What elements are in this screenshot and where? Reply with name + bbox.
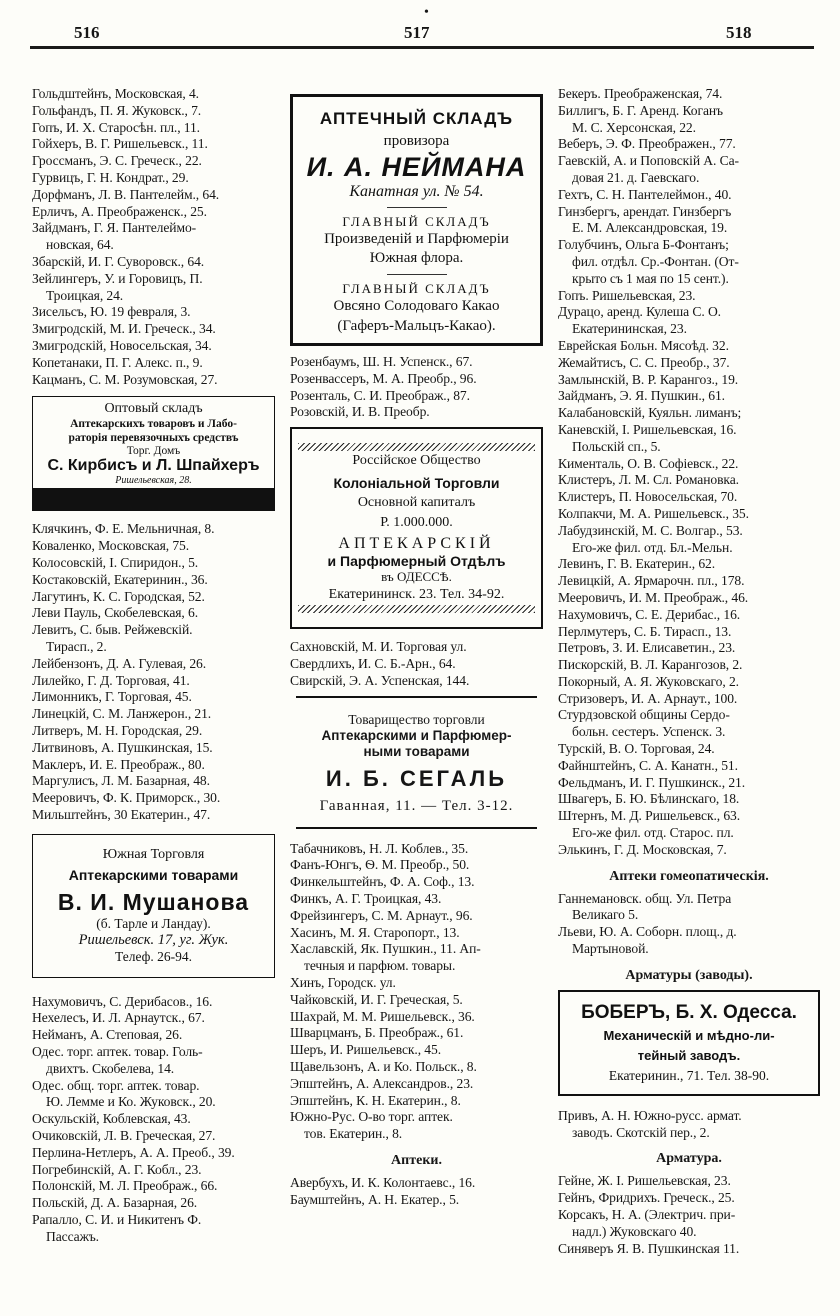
ad-line: Оптовый складъ [104, 401, 203, 417]
entry-list [290, 841, 543, 1143]
list-item: Файнштейнъ, С. А. Канатн., 51. [558, 757, 738, 773]
list-item: Элькинъ, Г. Д. Московская, 7. [558, 841, 727, 857]
list-item: Лимонникъ, Г. Торговая, 45. [32, 689, 192, 705]
ad-line: въ ОДЕССѢ. [381, 569, 452, 585]
list-item: фил. отдѣл. Ср.-Фонтан. (От- [572, 253, 739, 269]
list-item: заводъ. Скотскій пер., 2. [572, 1124, 710, 1140]
list-item: Гехтъ, С. Н. Пантелеймон., 40. [558, 186, 732, 202]
entry-list [558, 891, 820, 958]
list-item: Леви Пауль, Скобелевская, 6. [32, 605, 199, 621]
list-item: Синяверъ Я. В. Пушкинская 11. [558, 1240, 740, 1256]
list-item: Петровъ, З. И. Елисаветин., 23. [558, 640, 736, 656]
ad-line: Механическій и мѣдно-ли- [603, 1027, 775, 1043]
ad-line: Аптекарскихъ товаровъ и Лабо- [70, 418, 237, 431]
list-item: Погребинскій, А. Г. Кобл., 23. [32, 1161, 202, 1177]
list-item: больн. сестеръ. Успенск. 3. [572, 724, 726, 740]
ad-kirbis [32, 396, 275, 511]
list-item: Фанъ-Юнгъ, Ѳ. М. Преобр., 50. [290, 857, 470, 873]
list-item: Клистеръ, Л. М. Сл. Романовка. [558, 472, 739, 488]
list-item: Лагутинъ, К. С. Городская, 52. [32, 588, 205, 604]
ad-address: Екатеринин., 71. Тел. 38-90. [608, 1067, 770, 1083]
ad-rule [296, 827, 537, 829]
list-item: Гинзбергъ, арендат. Гинзбергъ [558, 203, 732, 219]
ad-address: Екатерининск. 23. Тел. 34-92. [328, 587, 505, 603]
list-item: Польскій сп., 5. [572, 438, 661, 454]
list-item: Турскій, В. О. Торговая, 24. [558, 741, 715, 757]
list-item: надл.) Жуковскаго 40. [572, 1223, 697, 1239]
list-item: Хаславскій, Як. Пушкин., 11. Ап- [290, 941, 481, 957]
list-item: Хинъ, Городск. ул. [290, 974, 396, 990]
page-number-center: 517 [404, 23, 430, 42]
list-item: Клячкинъ, Ф. Е. Мельничная, 8. [32, 521, 215, 537]
list-item: Змигродскій, Новосельская, 34. [32, 337, 212, 353]
list-item: течныя и парфюм. товары. [304, 958, 456, 974]
ad-name: И. Б. СЕГАЛЬ [325, 765, 508, 791]
list-item: Гольфандъ, П. Я. Жуковск., 7. [32, 102, 202, 118]
list-item: Розенвассеръ, М. А. Преобр., 96. [290, 370, 477, 386]
list-item: Е. М. Александровская, 19. [572, 220, 728, 236]
list-item: Его-же фил. отд. Старос. пл. [572, 825, 734, 841]
list-item: Зисельсъ, Ю. 19 февраля, 3. [32, 304, 191, 320]
ad-line: Россійское Общество [352, 453, 481, 469]
list-item: Нейманъ, А. Степовая, 26. [32, 1027, 183, 1043]
list-item: Эпштейнъ, К. Н. Екатерин., 8. [290, 1092, 461, 1108]
list-item: Мееровичъ, Ф. К. Приморск., 30. [32, 790, 221, 806]
ad-line: ными товарами [363, 743, 470, 759]
list-item: двихтъ. Скобелева, 14. [46, 1060, 175, 1076]
list-item: Розенталь, С. И. Преображ., 87. [290, 387, 470, 403]
list-item: Голубчинъ, Ольга Б-Фонтанъ; [558, 237, 729, 253]
list-item: Нахумовичъ, С. Е. Дерибас., 16. [558, 606, 741, 622]
entry-list [32, 86, 275, 388]
ad-bober [558, 990, 820, 1096]
list-item: Пискорскій, В. Л. Карангозов, 2. [558, 657, 743, 673]
ad-address: Ришельевская, 28. [115, 475, 192, 487]
list-item: Ю. Лемме и Ко. Жуковск., 20. [46, 1094, 216, 1110]
list-item: Гейнъ, Фридрихъ. Греческ., 25. [558, 1190, 735, 1206]
column-2 [290, 86, 543, 1209]
list-item: новская, 64. [46, 237, 114, 253]
list-item: Лейбензонъ, Д. А. Гулевая, 26. [32, 655, 207, 671]
list-item: Змигродскій, М. И. Греческ., 34. [32, 321, 216, 337]
list-item: Мильштейнъ, 30 Екатерин., 47. [32, 806, 211, 822]
list-item: Левицкій, А. Ярмарочн. пл., 178. [558, 573, 745, 589]
ad-address: Ришельевск. 17, уг. Жук. [78, 931, 229, 948]
list-item: Свирскій, Э. А. Успенская, 144. [290, 672, 470, 688]
list-item: Хасинъ, М. Я. Старопорт., 13. [290, 924, 460, 940]
ad-line: Овсяно Солодоваго Какао [333, 298, 500, 314]
ad-russian-society [290, 427, 543, 629]
ad-address: Канатная ул. № 54. [349, 183, 484, 200]
list-item: Корсакъ, Н. А. (Электрич. при- [558, 1207, 736, 1223]
list-item: Гаевскій, А. и Поповскій А. Са- [558, 153, 739, 169]
list-item: Покорный, А. Я. Жуковскаго, 2. [558, 673, 739, 689]
list-item: Коваленко, Московская, 75. [32, 538, 190, 554]
list-item: Еврейская Больн. Мясоѣд. 32. [558, 337, 729, 353]
entry-list [558, 86, 820, 859]
list-item: Костаковскій, Екатеринин., 36. [32, 571, 208, 587]
list-item: Троицкая, 24. [46, 287, 124, 303]
list-item: крыто съ 1 мая по 15 сент.). [572, 270, 729, 286]
list-item: Льеви, Ю. А. Соборн. площ., д. [558, 924, 737, 940]
list-item: Баумштейнъ, А. Н. Екатер., 5. [290, 1191, 460, 1207]
ad-line: Произведеній и Парфюмеріи [324, 231, 509, 247]
list-item: Дурацо, аренд. Кулеша С. О. [558, 304, 721, 320]
section-heading: Аптеки гомеопатическія. [609, 868, 769, 884]
list-item: Одес. торг. аптек. товар. Голь- [32, 1044, 203, 1060]
ad-border-pattern [298, 443, 535, 451]
ad-line: Торг. Домъ [126, 445, 181, 458]
list-item: Полонскій, М. Л. Преображ., 66. [32, 1178, 218, 1194]
list-item: Штернъ, М. Д. Ришельевск., 63. [558, 808, 741, 824]
page-number-right: 518 [726, 23, 752, 42]
page-dot: • [424, 5, 429, 20]
list-item: Рапалло, С. И. и Никитенъ Ф. [32, 1212, 202, 1228]
ad-line: ГЛАВНЫЙ СКЛАДЪ [342, 214, 491, 229]
ad-line: Аптекарскими товарами [68, 866, 239, 883]
ad-line: АПТЕЧНЫЙ СКЛАДЪ [319, 109, 514, 128]
ad-line: Р. 1.000.000. [380, 515, 453, 531]
list-item: Каневскій, І. Ришельевская, 16. [558, 421, 737, 437]
list-item: Оскульскій, Коблевская, 43. [32, 1111, 191, 1127]
list-item: Мартыновой. [572, 941, 649, 957]
ad-line: Основной капиталъ [357, 495, 476, 511]
list-item: Копетанаки, П. Г. Алекс. п., 9. [32, 354, 203, 370]
list-item: Зайдманъ, Э. Я. Пушкин., 61. [558, 388, 725, 404]
list-item: Гурвицъ, Г. Н. Кондрат., 29. [32, 169, 189, 185]
ad-mushanov [32, 834, 275, 978]
list-item: Збарскій, И. Г. Суворовск., 64. [32, 253, 205, 269]
entry-list [558, 1173, 820, 1257]
list-item: Пассажъ. [46, 1228, 99, 1244]
header-rule [30, 46, 814, 49]
list-item: Гейне, Ж. І. Ришельевская, 23. [558, 1173, 731, 1189]
list-item: тов. Екатерин., 8. [304, 1126, 403, 1142]
ad-border-pattern [298, 605, 535, 613]
ad-phone: Телеф. 26-94. [115, 948, 192, 964]
list-item: М. С. Херсонская, 22. [572, 119, 696, 135]
ad-line: Аптекарскими и Парфюмер- [321, 727, 512, 743]
list-item: Лабудзинскій, М. С. Волгар., 53. [558, 522, 743, 538]
ad-name: С. Кирбисъ и Л. Шпайхеръ [47, 457, 260, 475]
list-item: Табачниковъ, Н. Л. Коблев., 35. [290, 840, 469, 856]
list-item: Дорфманъ, Л. В. Пантелейм., 64. [32, 186, 220, 202]
ad-line: Южная Торговля [102, 846, 205, 862]
list-item: Зайдманъ, Г. Я. Пантелеймо- [32, 220, 197, 236]
list-item: Левинъ, Г. В. Екатерин., 62. [558, 556, 716, 572]
list-item: Чайковскій, И. Г. Греческая, 5. [290, 991, 463, 1007]
list-item: Бекеръ. Преображенская, 74. [558, 86, 723, 101]
list-item: Биллигъ, Б. Г. Аренд. Коганъ [558, 102, 723, 118]
list-item: Маклеръ, И. Е. Преображ., 80. [32, 756, 205, 772]
ad-segal [290, 696, 543, 829]
entry-list [290, 1175, 543, 1209]
ad-line: тейный заводъ. [637, 1047, 741, 1063]
ad-line: Южная флора. [369, 250, 464, 266]
section-heading: Арматуры (заводы). [625, 967, 753, 983]
list-item: Щавельзонъ, А. и Ко. Польск., 8. [290, 1058, 477, 1074]
column-3 [558, 86, 820, 1257]
column-1 [32, 86, 275, 1246]
list-item: Калабановскій, Куяльн. лиманъ; [558, 405, 742, 421]
list-item: Тирасп., 2. [46, 638, 107, 654]
list-item: Гопъ, И. Х. Старосѣн. пл., 11. [32, 119, 200, 135]
entry-list [290, 354, 543, 421]
list-item: Екатерининская, 23. [572, 321, 687, 337]
list-item: Мееровичъ, И. М. Преображ., 46. [558, 589, 749, 605]
ad-line: провизора [383, 133, 450, 149]
list-item: Привъ, А. Н. Южно-русс. армат. [558, 1107, 742, 1123]
list-item: Шварцманъ, Б. Преображ., 61. [290, 1025, 464, 1041]
list-item: Гроссманъ, Э. С. Греческ., 22. [32, 153, 202, 169]
list-item: Гопъ. Ришельевская, 23. [558, 287, 696, 303]
entry-list [32, 994, 275, 1246]
ad-line: ГЛАВНЫЙ СКЛАДЪ [342, 281, 491, 296]
list-item: Маргулисъ, Л. М. Базарная, 48. [32, 773, 210, 789]
ad-rule [296, 696, 537, 698]
list-item: Его-же фил. отд. Бл.-Мельн. [572, 539, 733, 555]
list-item: Стурдзовской общины Сердо- [558, 707, 730, 723]
list-item: Нехелесъ, И. Л. Арнаутск., 67. [32, 1010, 205, 1026]
list-item: Левитъ, С. быв. Рейжевскій. [32, 622, 193, 638]
list-item: Одес. общ. торг. аптек. товар. [32, 1077, 200, 1093]
list-item: Колосовскій, І. Спиридон., 5. [32, 554, 199, 570]
entry-list [32, 521, 275, 823]
entry-list [558, 1108, 820, 1142]
list-item: Замлынскій, В. Р. Карангоз., 19. [558, 371, 739, 387]
list-item: Лилейко, Г. Д. Торговая, 41. [32, 672, 190, 688]
list-item: Финкельштейнъ, Ф. А. Соф., 13. [290, 874, 475, 890]
list-item: Сахновскій, М. И. Торговая ул. [290, 639, 467, 655]
list-item: Южно-Рус. О-во торг. аптек. [290, 1109, 453, 1125]
section-heading: Аптеки. [391, 1152, 442, 1168]
list-item: довая 21. д. Гаевскаго. [572, 169, 700, 185]
list-item: Розовскій, И. В. Преобр. [290, 404, 430, 420]
entry-list [290, 639, 543, 689]
list-item: Стризоверъ, И. А. Арнаут., 100. [558, 690, 738, 706]
ad-address: Гаванная, 11. — Тел. 3-12. [319, 797, 514, 814]
list-item: Ерличъ, А. Преображенск., 25. [32, 203, 207, 219]
list-item: Фельдманъ, И. Г. Пушкинск., 21. [558, 774, 746, 790]
ad-line: и Парфюмерный Отдѣлъ [327, 553, 506, 570]
ad-line: (Гаферъ-Мальцъ-Какао). [337, 318, 496, 334]
list-item: Гольдштейнъ, Московская, 4. [32, 86, 199, 101]
list-item: Швагеръ, Б. Ю. Бѣлинскаго, 18. [558, 791, 740, 807]
list-item: Литвиновъ, А. Пушкинская, 15. [32, 739, 213, 755]
ad-line: АПТЕКАРСКІЙ [338, 535, 495, 553]
list-item: Клистеръ, П. Новосельская, 70. [558, 489, 738, 505]
list-item: Колпакчи, М. А. Ришельевск., 35. [558, 505, 749, 521]
list-item: Жемайтисъ, С. С. Преобр., 37. [558, 354, 730, 370]
ad-neiman [290, 94, 543, 346]
ad-name: И. А. НЕЙМАНА [306, 152, 527, 182]
list-item: Очиковскій, Л. В. Греческая, 27. [32, 1128, 216, 1144]
list-item: Шеръ, И. Ришельевск., 45. [290, 1042, 442, 1058]
list-item: Ганнемановск. общ. Ул. Петра [558, 890, 732, 906]
list-item: Нахумовичъ, С. Дерибасов., 16. [32, 993, 213, 1009]
list-item: Перлина-Нетлеръ, А. А. Преоб., 39. [32, 1144, 235, 1160]
ad-line: Колоніальной Торговли [333, 475, 500, 492]
ad-separator [387, 274, 447, 275]
ad-line: (б. Тарле и Ландау). [96, 915, 211, 931]
list-item: Финкъ, А. Г. Троицкая, 43. [290, 890, 442, 906]
ad-name: В. И. Мушанова [57, 888, 250, 915]
list-item: Шахрай, М. М. Ришельевск., 36. [290, 1008, 475, 1024]
list-item: Польскій, Д. А. Базарная, 26. [32, 1195, 198, 1211]
list-item: Линецкій, С. М. Ланжерон., 21. [32, 706, 212, 722]
list-item: Кацманъ, С. М. Розумовская, 27. [32, 371, 218, 387]
ad-black-bar [33, 488, 274, 510]
section-heading: Арматура. [656, 1151, 722, 1167]
list-item: Великаго 5. [572, 907, 639, 923]
list-item: Зейлингеръ, У. и Горовицъ, П. [32, 270, 203, 286]
ad-line: Товарищество торговли [348, 711, 485, 727]
list-item: Эпштейнъ, А. Александров., 23. [290, 1075, 474, 1091]
ad-separator [387, 207, 447, 208]
list-item: Авербухъ, И. К. Колонтаевс., 16. [290, 1174, 476, 1190]
ad-line: раторія перевязочныхъ средствъ [68, 432, 239, 445]
list-item: Кименталь, О. В. Софіевск., 22. [558, 455, 739, 471]
list-item: Литверъ, М. Н. Городская, 29. [32, 722, 203, 738]
ad-name: БОБЕРЪ, Б. Х. Одесса. [581, 1001, 797, 1023]
list-item: Гойхеръ, В. Г. Ришельевск., 11. [32, 136, 208, 152]
page-number-left: 516 [74, 23, 100, 42]
list-item: Веберъ, Э. Ф. Преображен., 77. [558, 136, 736, 152]
list-item: Фрейзингеръ, С. М. Арнаут., 96. [290, 907, 473, 923]
list-item: Свердлихъ, И. С. Б.-Арн., 64. [290, 655, 456, 671]
list-item: Перлмутеръ, С. Б. Тирасп., 13. [558, 623, 732, 639]
list-item: Розенбаумъ, Ш. Н. Успенск., 67. [290, 354, 473, 369]
